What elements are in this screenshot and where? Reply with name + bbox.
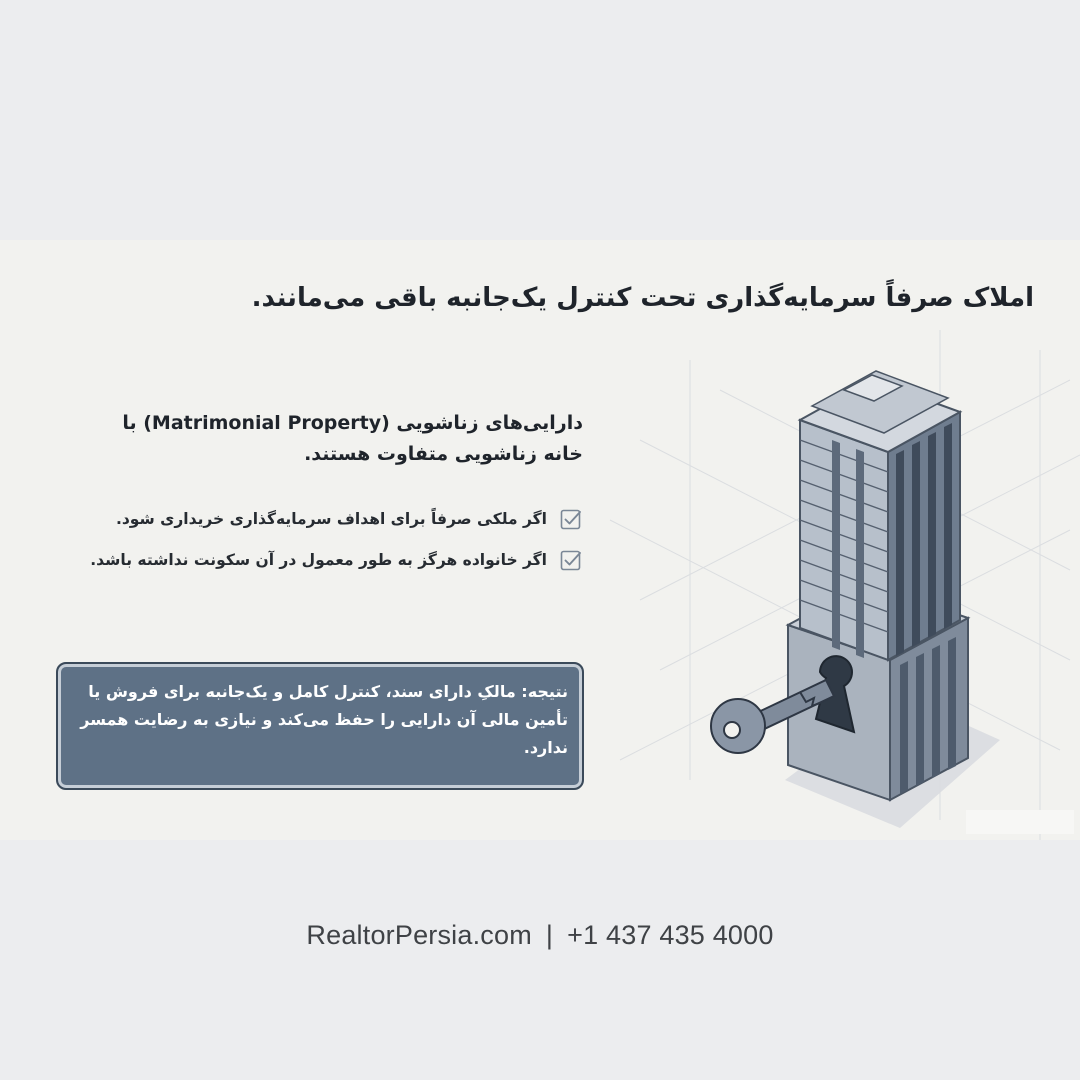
- conclusion-callout: [56, 662, 584, 790]
- footer-phone[interactable]: +1 437 435 4000: [567, 920, 774, 950]
- footer-contact: [0, 920, 1080, 951]
- checklist-item-text: اگر ملکی صرفاً برای اهداف سرمایه‌گذاری خریداری شود.: [115, 509, 547, 528]
- slide-headline: املاک صرفاً سرمایه‌گذاری تحت کنترل یک‌جانبه باقی می‌مانند.: [251, 283, 1034, 313]
- footer-website[interactable]: RealtorPersia.com: [306, 920, 532, 950]
- intro-text: دارایی‌های زناشویی (Matrimonial Property) با خانه زناشویی متفاوت هستند.: [122, 412, 583, 466]
- callout-text: نتیجه: مالکِ دارای سند، کنترل کامل و یک‌جانبه برای فروش یا تأمین مالی آن دارایی را حفظ می‌کند و نیازی به رضایت همسر ندارد.: [80, 682, 568, 757]
- corner-watermark-patch: [966, 810, 1074, 834]
- building-with-key-icon: [600, 240, 1080, 840]
- checkbox-checked-icon: [559, 507, 583, 531]
- checklist-item-text: اگر خانواده هرگز به طور معمول در آن سکونت نداشته باشد.: [90, 550, 547, 569]
- checkbox-checked-icon: [559, 548, 583, 572]
- checklist-item: [63, 539, 583, 580]
- slide-card: [0, 240, 1080, 840]
- footer-separator: |: [545, 920, 554, 950]
- checklist-item: [63, 498, 583, 539]
- checklist: [63, 498, 583, 580]
